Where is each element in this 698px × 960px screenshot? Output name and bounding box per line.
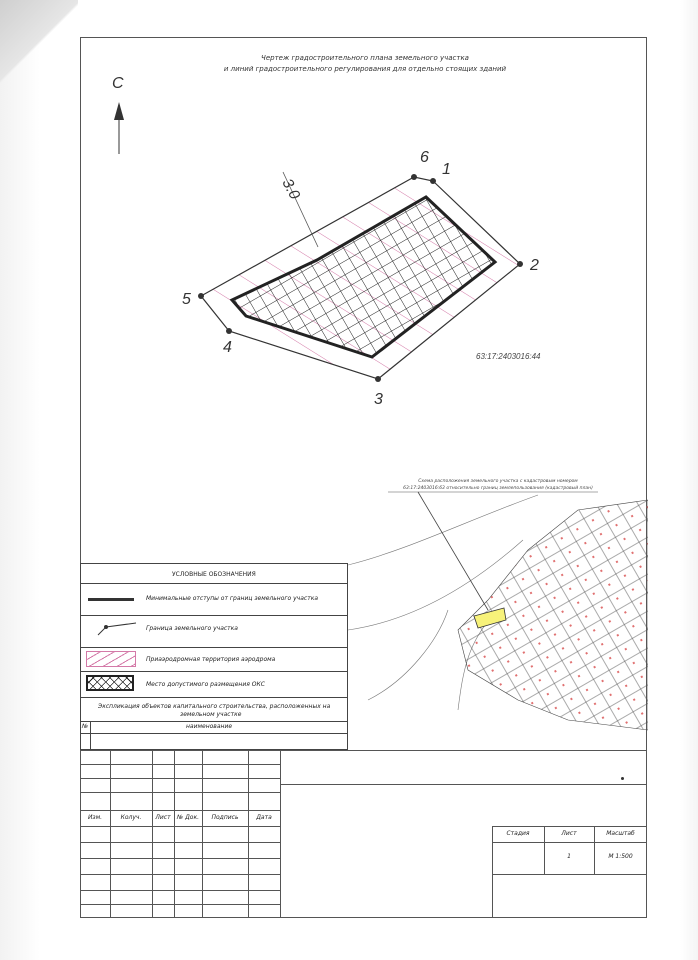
inset-caption-line-2: 63:17:2403016:63 относительно границ землепользования (кадастровый план) (403, 486, 593, 491)
legend-item-aerodrome: Приаэродромная территория аэродрома (146, 656, 276, 663)
tb-dot (621, 777, 624, 780)
aerodrome-zone-symbol (86, 651, 136, 667)
title-block (80, 750, 647, 918)
setback-line-symbol (88, 598, 134, 601)
point-label-5: 5 (182, 291, 191, 308)
legend (80, 563, 348, 750)
tb-n-dok: № Док. (176, 814, 200, 821)
explication-line-1: Экспликация объектов капитального строительства, расположенных на (98, 703, 331, 710)
plot-plan (170, 140, 560, 410)
point-label-4: 4 (223, 339, 232, 356)
explication-col-no: № (82, 723, 89, 730)
legend-item-building-area: Место допустимого размещения ОКС (146, 681, 265, 688)
tb-podpis: Подпись (211, 814, 239, 821)
inset-caption-line-1: Схема расположения земельного участка с кадастровым номером (418, 479, 578, 484)
building-area-symbol (86, 675, 134, 691)
setback-label: 3.0 (278, 175, 304, 203)
legend-item-setback: Минимальные отступы от границ земельного участка (146, 595, 318, 602)
tb-izm: Изм. (87, 814, 103, 821)
title-line-2: и линий градостроительного регулирования для отдельно стоящих зданий (223, 65, 507, 73)
tb-masshtab: Масштаб (606, 830, 635, 837)
point-label-2: 2 (530, 257, 539, 274)
tb-kol-uch: Колуч. (120, 814, 142, 821)
tb-masshtab-value: М 1:500 (608, 853, 633, 860)
north-arrow (100, 70, 140, 160)
point-label-1: 1 (442, 161, 451, 178)
tb-stadiya: Стадия (506, 830, 530, 837)
tb-list-value: 1 (567, 853, 571, 860)
cadastral-number: 63:17:2403016:44 (476, 352, 541, 361)
folded-corner (0, 0, 78, 100)
title-line-1: Чертеж градостроительного плана земельного участка (261, 54, 469, 62)
inset-map (348, 470, 648, 750)
legend-heading: УСЛОВНЫЕ ОБОЗНАЧЕНИЯ (172, 571, 256, 578)
north-label: С (112, 75, 124, 92)
explication-col-name: наименование (186, 723, 233, 730)
tb-list: Лист (155, 814, 171, 821)
tb-data: Дата (256, 814, 272, 821)
tb-list-2: Лист (561, 830, 577, 837)
explication-line-2: земельном участке (180, 711, 242, 718)
legend-item-boundary: Граница земельного участка (146, 625, 238, 632)
point-label-3: 3 (374, 391, 383, 408)
boundary-line-symbol (94, 619, 138, 639)
point-label-6: 6 (420, 149, 429, 166)
drawing-title (220, 53, 510, 75)
